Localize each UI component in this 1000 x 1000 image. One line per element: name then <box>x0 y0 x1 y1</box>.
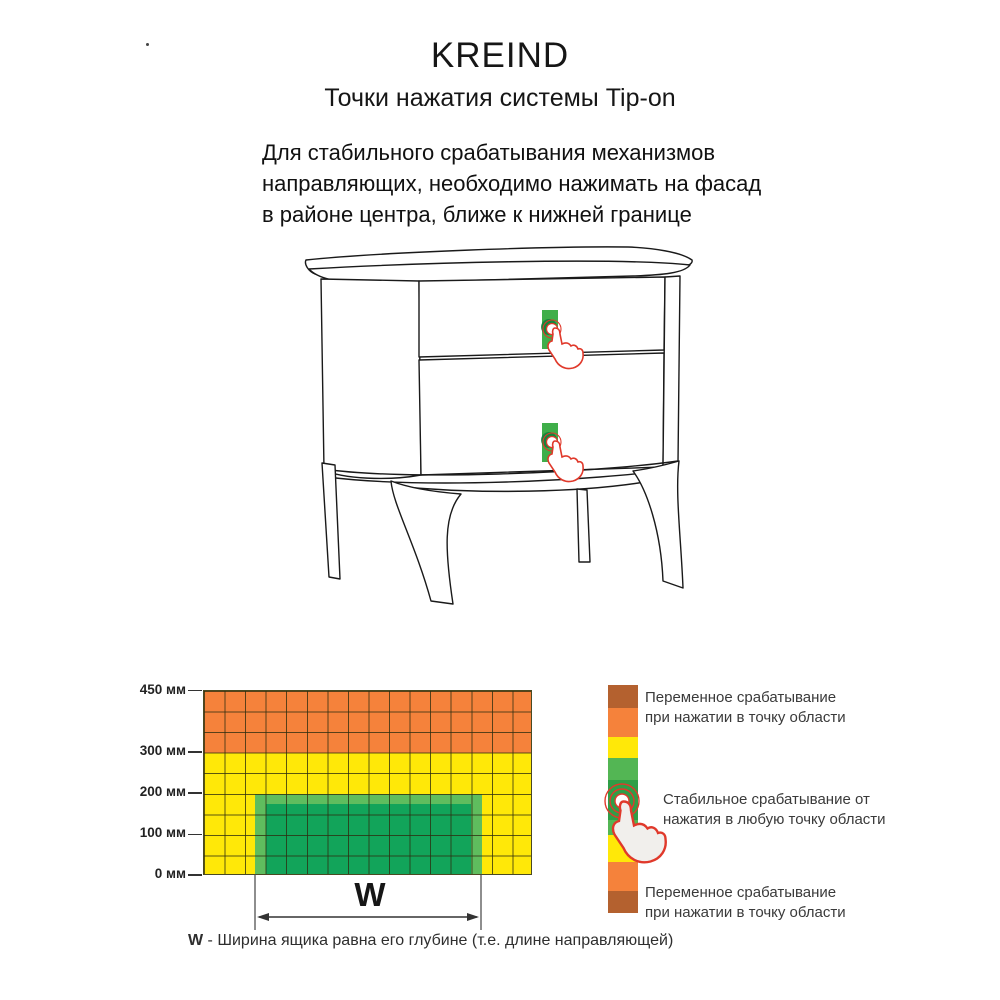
leg-front-right <box>633 461 683 588</box>
y-tick-200: 200 мм <box>139 784 186 799</box>
y-tick-300: 300 мм <box>139 743 186 758</box>
description-paragraph <box>262 137 782 230</box>
hand-touch-icon <box>613 802 666 863</box>
y-tick-0-dash <box>188 874 202 876</box>
width-definition-note <box>188 932 673 950</box>
width-term: W <box>188 932 204 949</box>
y-tick-300-dash <box>188 751 202 753</box>
legend-seg-brown <box>608 891 638 913</box>
arrowhead-right-icon <box>467 913 479 921</box>
legend-line: Стабильное срабатывание от <box>663 791 870 808</box>
legend-line: при нажатии в точку области <box>645 709 846 726</box>
leg-rear-left <box>322 463 340 579</box>
width-definition-text: - Ширина ящика равна его глубине (т.е. длине направляющей) <box>203 932 674 949</box>
legend-line: Переменное срабатывание <box>645 689 837 706</box>
legend-entry-stable <box>663 790 886 830</box>
description-line: Для стабильного срабатывания механизмов <box>262 140 716 165</box>
brand-title: KREIND <box>430 36 570 75</box>
legend-entry-variable-top <box>645 688 846 728</box>
description-line: направляющих, необходимо нажимать на фасад <box>262 171 762 196</box>
leg-rear-mid <box>577 489 590 562</box>
nightstand-drawing <box>293 243 703 628</box>
legend-line: при нажатии в точку области <box>645 904 846 921</box>
leg-front-left <box>391 481 461 604</box>
legend-entry-variable-bottom <box>645 883 846 923</box>
legend-seg-orange <box>608 708 638 737</box>
legend-seg-yellow <box>608 737 638 758</box>
y-tick-200-dash <box>188 792 202 794</box>
drawer-front-lower <box>419 353 664 475</box>
description-line: в районе центра, ближе к нижней границе <box>262 202 692 227</box>
press-zone-chart <box>203 690 532 875</box>
legend-seg-brown <box>608 685 638 708</box>
side-panel-left <box>321 279 421 478</box>
y-tick-0: 0 мм <box>154 866 186 881</box>
arrowhead-left-icon <box>257 913 269 921</box>
y-tick-450-dash <box>188 690 202 692</box>
side-edge-right <box>663 276 680 467</box>
grid-mesh <box>204 691 531 874</box>
page-subtitle: Точки нажатия системы Tip-on <box>324 84 676 112</box>
y-tick-450: 450 мм <box>139 682 186 697</box>
y-tick-100-dash <box>188 834 202 836</box>
legend-line: Переменное срабатывание <box>645 884 837 901</box>
width-dimension-label: W <box>354 876 386 913</box>
y-tick-100: 100 мм <box>139 825 186 840</box>
legend-line: нажатия в любую точку области <box>663 811 886 828</box>
